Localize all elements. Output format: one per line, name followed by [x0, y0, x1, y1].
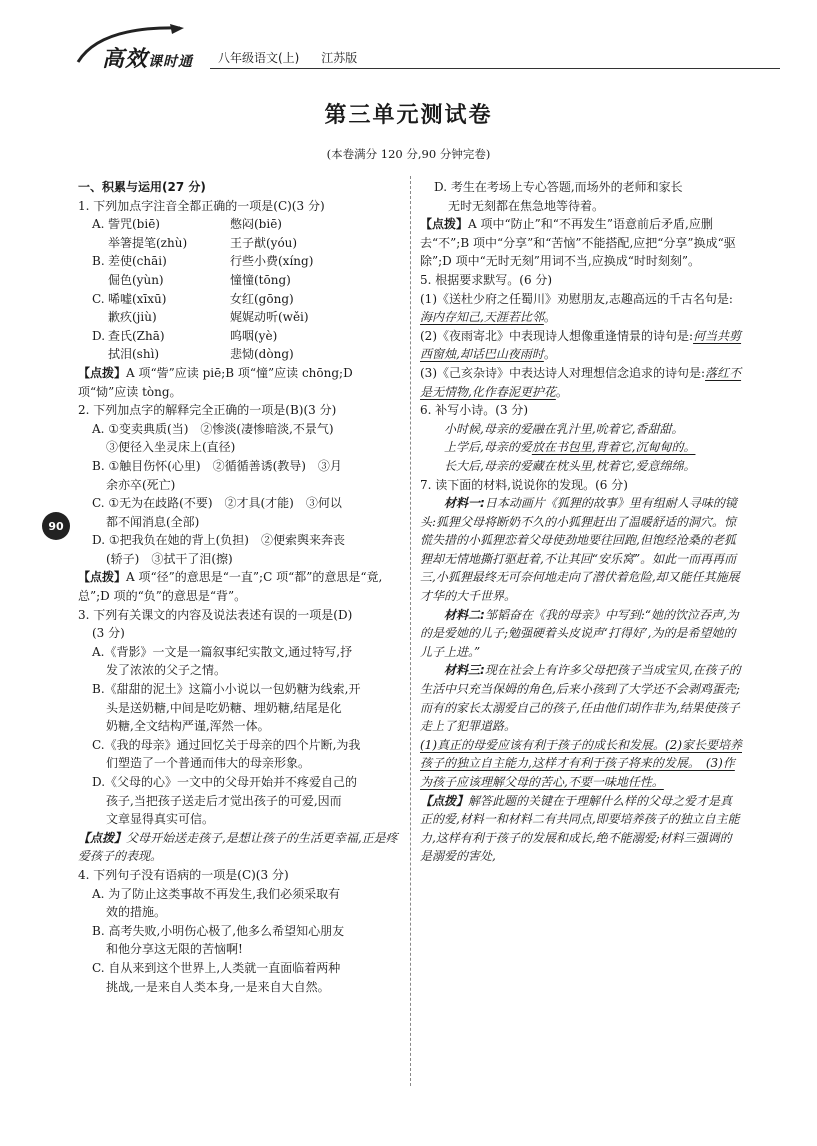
question-2-option-b-cont: 余亦卒(死亡): [106, 477, 176, 492]
question-4-option-d-cont: 无时无刻都在焦急地等待着。: [448, 198, 605, 213]
question-1-options: [78, 215, 400, 364]
question-3-stem: 3. 下列有关课文的内容及说法表述有误的一项是(D): [78, 607, 353, 622]
question-2-option-d-cont: (轿子) ③拭干了泪(擦): [106, 551, 233, 566]
question-3-option-b-cont: 头是送奶糖,中间是吃奶糖、埋奶糖,结尾是化: [106, 700, 342, 715]
option-row: D. 查氏(Zhā) 呜咽(yè): [92, 328, 278, 343]
question-4-tip: 【点拨】A 项中“防止”和“不再发生”语意前后矛盾,应删去“不”;B 项中“分享”和“苦恼”不能搭配,应把“分享”换成“驱除”;D 项中“无时无刻”用词不当,应换成“时时刻刻”。: [420, 217, 736, 269]
question-7-tip: 【点拨】解答此题的关键在于理解什么样的父母之爱才是真正的爱,材料一和材料二有共同点,即要培养孩子的独立自主能力,这样有利于孩子的发展和成长,绝不能溺爱;材料三强调的是溺爱的害处,: [420, 793, 740, 864]
question-3-option-a: A.《背影》一文是一篇叙事纪实散文,通过特写,抒: [92, 644, 353, 659]
section-heading: 一、积累与运用(27 分): [78, 180, 206, 194]
option-row: B. 差使(chāi) 行些小费(xíng): [92, 254, 314, 269]
question-2-stem: 2. 下列加点字的解释完全正确的一项是(B)(3 分): [78, 403, 337, 418]
question-4-option-b-cont: 和他分享这无限的苦恼啊!: [106, 942, 243, 957]
material-1: 材料一:日本动画片《狐狸的故事》里有组耐人寻味的镜头:狐狸父母将断奶不久的小狐狸赶出了温暖舒适的洞穴。惊慌失措的小狐狸恋着父母使劲地要往回跑,但饱经沧桑的老狐狸却无情地撕打驱赶着,不让其回“安乐窝”。如此一而再再而三,小狐狸最终无可奈何地走向了潜伏着危险,却又能任其施展才华的大千世界。: [420, 496, 740, 604]
question-5-item-2: (2)《夜雨寄北》中表现诗人想像重逢情景的诗句是:何当共剪西窗烛,却话巴山夜雨时。: [420, 328, 742, 362]
poem-line-3: 长大后,母亲的爱藏在枕头里,枕着它,爱意绵绵。: [444, 458, 696, 473]
question-3-option-b-cont2: 奶糖,全文结构严谨,浑然一体。: [106, 719, 270, 734]
question-4-stem: 4. 下列句子没有语病的一项是(C)(3 分): [78, 867, 289, 882]
question-3-option-d-cont2: 文章显得真实可信。: [106, 812, 215, 827]
answer-text: 海内存知己,天涯若比邻: [420, 310, 544, 325]
header-rule: [210, 68, 780, 69]
option-row: A. 訾咒(biē) 憋闷(biē): [92, 217, 282, 232]
question-5-stem: 5. 根据要求默写。(6 分): [420, 272, 553, 287]
option-row: 歉疚(jiù) 娓娓动听(wěi): [108, 310, 309, 325]
page-subtitle: (本卷满分 120 分,90 分钟完卷): [326, 147, 491, 161]
question-5-item-1: (1)《送杜少府之任蜀川》劝慰朋友,志趣高远的千古名句是:海内存知己,天涯若比邻。: [420, 291, 733, 325]
question-2-tip: 【点拨】A 项“径”的意思是“一直”;C 项“都”的意思是“竟,总”;D 项的“负”的意思是“背”。: [78, 570, 383, 604]
material-2: 材料二:邹韬奋在《我的母亲》中写到:“她的饮泣吞声,为的是爱她的儿子;勉强硬着头皮说声‘打得好’,为的是希望她的儿子上进。”: [420, 607, 739, 659]
page-number-badge: 90: [42, 512, 70, 540]
question-1-tip: 【点拨】A 项“訾”应读 piē;B 项“憧”应读 chōng;D 项“恸”应读 tòng。: [78, 365, 353, 399]
page-header: [70, 22, 770, 72]
right-column: [420, 178, 742, 866]
question-2-option-d: D. ①把我负在她的背上(负担) ②便索舆来奔丧: [92, 533, 345, 548]
option-row: C. 唏嘘(xīxū) 女红(gōng): [92, 291, 294, 306]
brand-logo: 高效课时通: [102, 46, 194, 72]
question-2-option-c-cont: 都不闻消息(全部): [106, 514, 200, 529]
question-4-option-b: B. 高考失败,小明伤心极了,他多么希望知心朋友: [92, 923, 345, 938]
question-4-option-c: C. 自从来到这个世界上,人类就一直面临着两种: [92, 960, 341, 975]
question-2-option-a: A. ①变卖典质(当) ②惨淡(凄惨暗淡,不景气): [92, 421, 334, 436]
question-2-option-b: B. ①触目伤怀(心里) ②循循善诱(教导) ③月: [92, 458, 342, 473]
answer-text: 放在书包里,背着它,沉甸甸的。: [531, 440, 696, 455]
question-1-stem: 1. 下列加点字注音全都正确的一项是(C)(3 分): [78, 198, 325, 213]
question-5-item-3: (3)《己亥杂诗》中表达诗人对理想信念追求的诗句是:落红不是无情物,化作春泥更护花。: [420, 365, 742, 399]
poem-line-1: 小时候,母亲的爱融在乳汁里,吮着它,香甜甜。: [444, 421, 684, 436]
question-3-option-d: D.《父母的心》一文中的父母开始并不疼爱自己的: [92, 775, 358, 789]
question-7-stem: 7. 读下面的材料,说说你的发现。(6 分): [420, 477, 628, 492]
option-row: 倔色(yùn) 憧憧(tōng): [108, 272, 291, 287]
poem-line-2: 上学后,母亲的爱放在书包里,背着它,沉甸甸的。: [444, 440, 696, 455]
question-3-stem-cont: (3 分): [92, 626, 125, 641]
question-3-option-a-cont: 发了浓浓的父子之情。: [106, 663, 227, 678]
question-3-tip: 【点拨】父母开始送走孩子,是想让孩子的生活更幸福,正是疼爱孩子的表现。: [78, 830, 398, 864]
question-6-stem: 6. 补写小诗。(3 分): [420, 403, 529, 418]
question-3-option-c-cont: 们塑造了一个普通而伟大的母亲形象。: [106, 756, 311, 771]
material-3: 材料三:现在社会上有许多父母把孩子当成宝贝,在孩子的生活中只充当保姆的角色,后来小孩到了大学还不会剥鸡蛋壳;而有的家长太溺爱自己的孩子,任由他们胡作非为,结果使孩子走上了犯罪道路。: [420, 663, 741, 734]
question-4-option-a-cont: 效的措施。: [106, 905, 167, 920]
option-row: 拭泪(shì) 悲恸(dòng): [108, 347, 294, 362]
column-divider: [410, 176, 411, 1086]
left-column: [78, 178, 400, 996]
answer-text: 何当共剪西窗烛,却话巴山夜雨时: [420, 328, 742, 362]
question-4-option-c-cont: 挑战,一是来自人类本身,一是来自大自然。: [106, 979, 330, 994]
page-title: 第三单元测试卷: [324, 103, 493, 128]
question-3-option-b: B.《甜甜的泥土》这篇小小说以一包奶糖为线索,开: [92, 682, 361, 697]
question-7-answer: (1)真正的母爱应该有利于孩子的成长和发展。(2)家长要培养孩子的独立自主能力,这样才有利于孩子将来的发展。 (3)作为孩子应该理解父母的苦心,不要一味地任性。: [420, 737, 742, 789]
option-row: 举箸提笔(zhù) 王子猷(yóu): [108, 235, 298, 250]
question-4-option-d: D. 考生在考场上专心答题,而场外的老师和家长: [434, 180, 683, 194]
question-4-option-a: A. 为了防止这类事故不再发生,我们必须采取有: [92, 886, 341, 901]
answer-text: 落红不是无情物,化作春泥更护花: [420, 365, 742, 399]
question-2-option-a-cont: ③便径入坐灵床上(直径): [106, 440, 236, 455]
question-3-option-d-cont: 孩子,当把孩子送走后才觉出孩子的可爱,因而: [106, 793, 342, 808]
grade-label: 八年级语文(上): [218, 51, 300, 65]
question-2-option-c: C. ①无为在歧路(不要) ②才具(才能) ③何以: [92, 496, 342, 511]
header-subtitle: [218, 49, 375, 66]
edition-label: 江苏版: [321, 51, 358, 65]
question-3-option-c: C.《我的母亲》通过回忆关于母亲的四个片断,为我: [92, 737, 361, 752]
